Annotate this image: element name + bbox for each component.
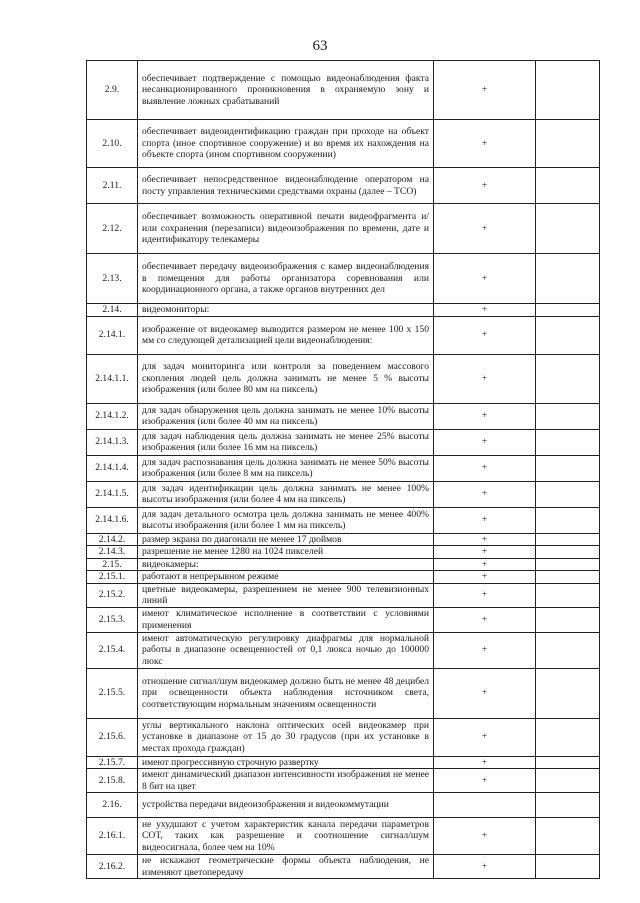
table-row — [87, 354, 600, 403]
requirement-text: для задач мониторинга или контроля за поведением массового скопления людей цель должна занимать не менее 5 % высоты изображения (или более 80 мм на пиксель) — [138, 354, 434, 403]
table-row — [87, 668, 600, 718]
empty-cell — [536, 254, 600, 304]
empty-cell — [536, 120, 600, 168]
applicability-mark: + — [434, 769, 536, 793]
applicability-mark: + — [434, 429, 536, 455]
applicability-mark: + — [434, 668, 536, 718]
applicability-mark: + — [434, 632, 536, 668]
item-number: 2.13. — [87, 254, 138, 304]
empty-cell — [536, 793, 600, 818]
table-row — [87, 769, 600, 793]
requirement-text: обеспечивает возможность оперативной печати видеофрагмента и/или сохранения (перезаписи) видеоизображения по времени, дате и идентификатору телекамеры — [138, 204, 434, 254]
empty-cell — [536, 304, 600, 317]
requirement-text: имеют климатическое исполнение в соответствии с условиями применения — [138, 607, 434, 632]
item-number: 2.16.1. — [87, 818, 138, 855]
applicability-mark — [434, 793, 536, 818]
empty-cell — [536, 354, 600, 403]
requirement-text: для задач детального осмотра цель должна занимать не менее 400% высоты изображения (или более 1 мм на пиксель) — [138, 507, 434, 533]
item-number: 2.15.7. — [87, 756, 138, 769]
empty-cell — [536, 403, 600, 429]
requirement-text: имеют прогрессивную строчную развертку — [138, 756, 434, 769]
requirement-text: имеют автоматическую регулировку диафрагмы для нормальной работы в диапазоне освещенностей от 0,1 люкса ночью до 100000 люкс — [138, 632, 434, 668]
item-number: 2.14.1.3. — [87, 429, 138, 455]
item-number: 2.14.2. — [87, 533, 138, 546]
table-row — [87, 168, 600, 204]
empty-cell — [536, 546, 600, 559]
requirement-text: обеспечивает непосредственное видеонаблюдение оператором на посту управления техническими средствами охраны (далее – ТСО) — [138, 168, 434, 204]
requirement-text: имеют динамический диапазон интенсивности изображения не менее 8 бит на цвет — [138, 769, 434, 793]
empty-cell — [536, 558, 600, 571]
item-number: 2.11. — [87, 168, 138, 204]
item-number: 2.15.1. — [87, 571, 138, 584]
requirement-text: цветные видеокамеры, разрешением не менее 900 телевизионных линий — [138, 583, 434, 607]
empty-cell — [536, 769, 600, 793]
empty-cell — [536, 632, 600, 668]
table-row — [87, 756, 600, 769]
requirements-table — [86, 60, 600, 879]
table-row — [87, 558, 600, 571]
applicability-mark: + — [434, 120, 536, 168]
empty-cell — [536, 429, 600, 455]
empty-cell — [536, 61, 600, 120]
table-row — [87, 793, 600, 818]
applicability-mark: + — [434, 403, 536, 429]
requirement-text: видеомониторы: — [138, 304, 434, 317]
empty-cell — [536, 818, 600, 855]
applicability-mark: + — [434, 354, 536, 403]
item-number: 2.14.1.1. — [87, 354, 138, 403]
item-number: 2.14.1.4. — [87, 455, 138, 481]
page-number: 63 — [312, 38, 328, 54]
applicability-mark: + — [434, 61, 536, 120]
requirement-text: работают в непрерывном режиме — [138, 571, 434, 584]
requirement-text: устройства передачи видеоизображения и видеокоммутации — [138, 793, 434, 818]
item-number: 2.14.3. — [87, 546, 138, 559]
table-row — [87, 254, 600, 304]
item-number: 2.16.2. — [87, 855, 138, 879]
applicability-mark: + — [434, 533, 536, 546]
requirement-text: углы вертикального наклона оптических осей видеокамер при установке в диапазоне от 15 до 30 градусов (при их установке в местах прохода граждан) — [138, 718, 434, 756]
empty-cell — [536, 718, 600, 756]
applicability-mark: + — [434, 756, 536, 769]
empty-cell — [536, 855, 600, 879]
item-number: 2.15.5. — [87, 668, 138, 718]
applicability-mark: + — [434, 607, 536, 632]
empty-cell — [536, 756, 600, 769]
table-row — [87, 546, 600, 559]
item-number: 2.15.4. — [87, 632, 138, 668]
requirement-text: изображение от видеокамер выводится размером не менее 100 x 150 мм со следующей детализацией цели видеонаблюдения: — [138, 316, 434, 354]
table-row — [87, 571, 600, 584]
applicability-mark: + — [434, 254, 536, 304]
applicability-mark: + — [434, 855, 536, 879]
table-row — [87, 818, 600, 855]
applicability-mark: + — [434, 481, 536, 507]
empty-cell — [536, 607, 600, 632]
item-number: 2.15.3. — [87, 607, 138, 632]
item-number: 2.14. — [87, 304, 138, 317]
requirement-text: видеокамеры: — [138, 558, 434, 571]
table-row — [87, 632, 600, 668]
empty-cell — [536, 571, 600, 584]
applicability-mark: + — [434, 546, 536, 559]
item-number: 2.15. — [87, 558, 138, 571]
item-number: 2.14.1.5. — [87, 481, 138, 507]
item-number: 2.14.1. — [87, 316, 138, 354]
table-row — [87, 855, 600, 879]
table-row — [87, 507, 600, 533]
applicability-mark: + — [434, 558, 536, 571]
applicability-mark: + — [434, 718, 536, 756]
requirement-text: обеспечивает подтверждение с помощью видеонаблюдения факта несанкционированного проникновения в охраняемую зону и выявление ложных срабатываний — [138, 61, 434, 120]
requirement-text: размер экрана по диагонали не менее 17 дюймов — [138, 533, 434, 546]
applicability-mark: + — [434, 204, 536, 254]
requirement-text: отношение сигнал/шум видеокамер должно быть не менее 48 децибел при освещенности объекта наблюдения источником света, соответствующим нормальным значениям освещенности — [138, 668, 434, 718]
requirement-text: обеспечивает видеоидентификацию граждан при проходе на объект спорта (иное спортивное сооружение) и во время их нахождения на объекте спорта (ином спортивном сооружении) — [138, 120, 434, 168]
item-number: 2.15.2. — [87, 583, 138, 607]
table-row — [87, 583, 600, 607]
item-number: 2.9. — [87, 61, 138, 120]
applicability-mark: + — [434, 571, 536, 584]
empty-cell — [536, 507, 600, 533]
table-row — [87, 481, 600, 507]
item-number: 2.14.1.6. — [87, 507, 138, 533]
table-row — [87, 403, 600, 429]
table-row — [87, 718, 600, 756]
empty-cell — [536, 668, 600, 718]
empty-cell — [536, 316, 600, 354]
item-number: 2.14.1.2. — [87, 403, 138, 429]
requirement-text: разрешение не менее 1280 на 1024 пикселей — [138, 546, 434, 559]
applicability-mark: + — [434, 507, 536, 533]
empty-cell — [536, 481, 600, 507]
requirement-text: не ухудшают с учетом характеристик канала передачи параметров СОТ, таких как разрешение и соотношение сигнал/шум видеосигнала, более чем на 10% — [138, 818, 434, 855]
applicability-mark: + — [434, 818, 536, 855]
empty-cell — [536, 204, 600, 254]
table-row — [87, 204, 600, 254]
empty-cell — [536, 168, 600, 204]
empty-cell — [536, 583, 600, 607]
table-row — [87, 455, 600, 481]
applicability-mark: + — [434, 316, 536, 354]
requirement-text: для задач идентификации цель должна занимать не менее 100% высоты изображения (или более 4 мм на пиксель) — [138, 481, 434, 507]
table-row — [87, 304, 600, 317]
empty-cell — [536, 533, 600, 546]
table-row — [87, 61, 600, 120]
requirement-text: не искажают геометрические формы объекта наблюдения, не изменяют цветопередачу — [138, 855, 434, 879]
item-number: 2.16. — [87, 793, 138, 818]
requirement-text: обеспечивает передачу видеоизображения с камер видеонаблюдения в помещения для работы организатора соревнования или координационного органа, а также органов внутренних дел — [138, 254, 434, 304]
applicability-mark: + — [434, 455, 536, 481]
applicability-mark: + — [434, 168, 536, 204]
item-number: 2.12. — [87, 204, 138, 254]
requirement-text: для задач распознавания цель должна занимать не менее 50% высоты изображения (или более 8 мм на пиксель) — [138, 455, 434, 481]
applicability-mark: + — [434, 583, 536, 607]
applicability-mark: + — [434, 304, 536, 317]
item-number: 2.10. — [87, 120, 138, 168]
table-row — [87, 120, 600, 168]
table-row — [87, 533, 600, 546]
table-row — [87, 429, 600, 455]
empty-cell — [536, 455, 600, 481]
item-number: 2.15.8. — [87, 769, 138, 793]
item-number: 2.15.6. — [87, 718, 138, 756]
table-row — [87, 316, 600, 354]
table-row — [87, 607, 600, 632]
requirement-text: для задач наблюдения цель должна занимать не менее 25% высоты изображения (или более 16 мм на пиксель) — [138, 429, 434, 455]
requirement-text: для задач обнаружения цель должна занимать не менее 10% высоты изображения (или более 40 мм на пиксель) — [138, 403, 434, 429]
